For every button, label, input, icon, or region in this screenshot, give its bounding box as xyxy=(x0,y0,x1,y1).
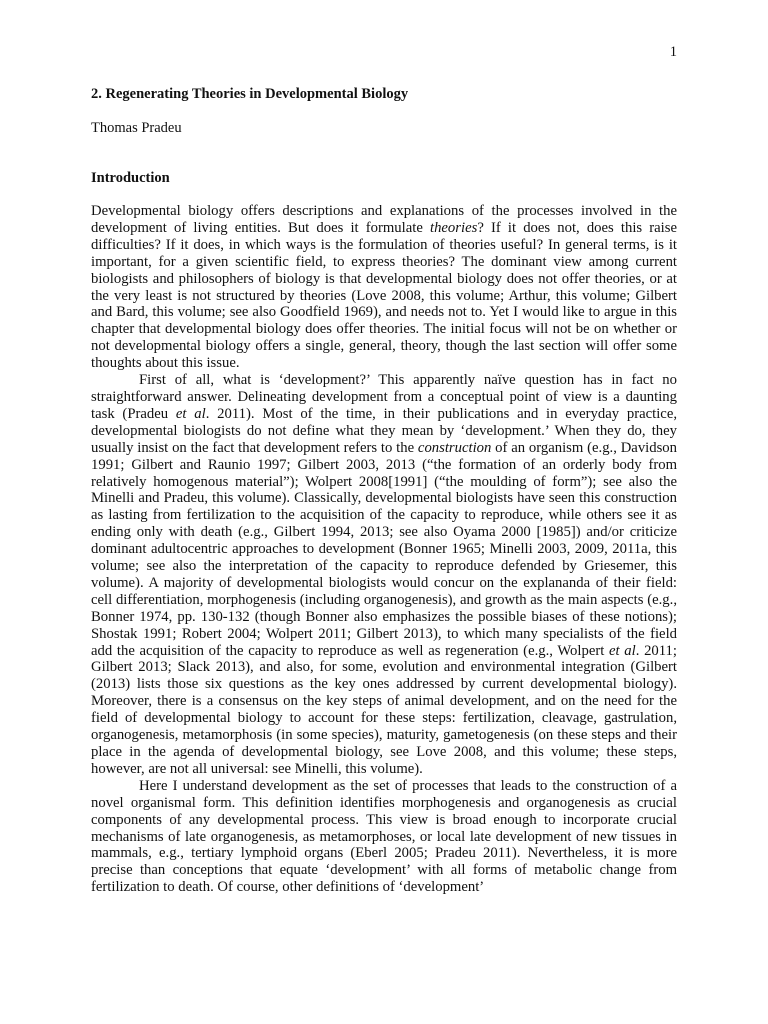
text-segment: ? If it does not, does this raise difficulties? If it does, in which ways is the formulation of theories useful? In general terms, is it important, for a given scientific field, to express theories? The dominant view among current biologists and philosophers of biology is that developmental biology does not offer theories, or at the very least is not structured by theories (Love 2008, this volume; Arthur, this volume; Gilbert and Bard, this volume; see also Goodfield 1969), and needs not to. Yet I would like to argue in this chapter that developmental biology does offer theories. The initial focus will not be on whether or not developmental biology offers a single, general, theory, though the last section will offer some thoughts about this issue. xyxy=(91,219,677,372)
text-segment: . 2011; Gilbert 2013; Slack 2013), and also, for some, evolution and environmental integration (Gilbert (2013) lists those six questions as the key ones addressed by current developmental biology). Moreover, there is a consensus on the key steps of animal development, and on the need for the field of developmental biology to account for these steps: fertilization, cleavage, gastrulation, organogenesis, metamorphosis (in some species), maturity, gametogenesis (on these steps and their place in the agenda of developmental biology, see Love 2008, and this volume; these steps, however, are not all universal: see Minelli, this volume). xyxy=(91,642,677,777)
text-segment: Here I understand development as the set of processes that leads to the construction of a novel organismal form. This definition identifies morphogenesis and organogenesis as crucial components of any developmental process. This view is broad enough to incorporate crucial mechanisms of late organogenesis, as metamorphoses, or local late development of new tissues in mammals, e.g., tertiary lymphoid organs (Eberl 2005; Pradeu 2011). Nevertheless, it is more precise than conceptions that equate ‘development’ with all forms of metabolic change from fertilization to death. Of course, other definitions of ‘development’ xyxy=(91,777,677,896)
italic-text-segment: et al xyxy=(175,405,206,422)
paragraph-2 xyxy=(91,372,677,778)
author-name: Thomas Pradeu xyxy=(91,120,182,136)
italic-text-segment: et al xyxy=(609,642,636,659)
paragraph-1 xyxy=(91,203,677,372)
italic-text-segment: theories xyxy=(429,219,478,236)
text-segment: . 2011). Most of the time, in their publications and in everyday practice, developmental biologists do not define what they mean by ‘development.’ When they do, they usually insist on the fact that development refers to the xyxy=(91,405,677,456)
section-heading: Introduction xyxy=(91,170,170,186)
text-segment: of an organism (e.g., Davidson 1991; Gilbert and Raunio 1997; Gilbert 2003, 2013 (“the formation of an orderly body from relatively homogenous material”); Wolpert 2008[1991] (“the moulding of form”); see also the Minelli and Pradeu, this volume). Classically, developmental biologists have seen this construction as lasting from fertilization to the acquisition of the capacity to reproduce, while others see it as ending only with death (e.g., Gilbert 1994, 2013; see also Oyama 2000 [1985]) and/or criticize dominant adultocentric approaches to development (Bonner 1965; Minelli 2003, 2009, 2011a, this volume; see also the interpretation of the capacity to reproduce defended by Griesemer, this volume). A majority of developmental biologists would concur on the explananda of their field: cell differentiation, morphogenesis (including organogenesis), and growth as the main aspects (e.g., Bonner 1974, pp. 130-132 (though Bonner also emphasizes the possible biases of these notions); Shostak 1991; Robert 2004; Wolpert 2011; Gilbert 2013), to which many specialists of the field add the acquisition of the capacity to reproduce as well as regeneration (e.g., Wolpert xyxy=(91,439,677,659)
text-segment: Developmental biology offers descriptions and explanations of the processes involved in the development of living entities. But does it formulate xyxy=(91,203,677,236)
italic-text-segment: construction xyxy=(417,439,492,456)
chapter-title: 2. Regenerating Theories in Developmental Biology xyxy=(91,86,409,102)
paragraph-3 xyxy=(91,778,677,896)
text-segment: First of all, what is ‘development?’ This apparently naïve question has in fact no straightforward answer. Delineating development from a conceptual point of view is a daunting task (Pradeu xyxy=(91,372,677,422)
body-text xyxy=(91,203,677,929)
page-number: 1 xyxy=(669,44,677,60)
